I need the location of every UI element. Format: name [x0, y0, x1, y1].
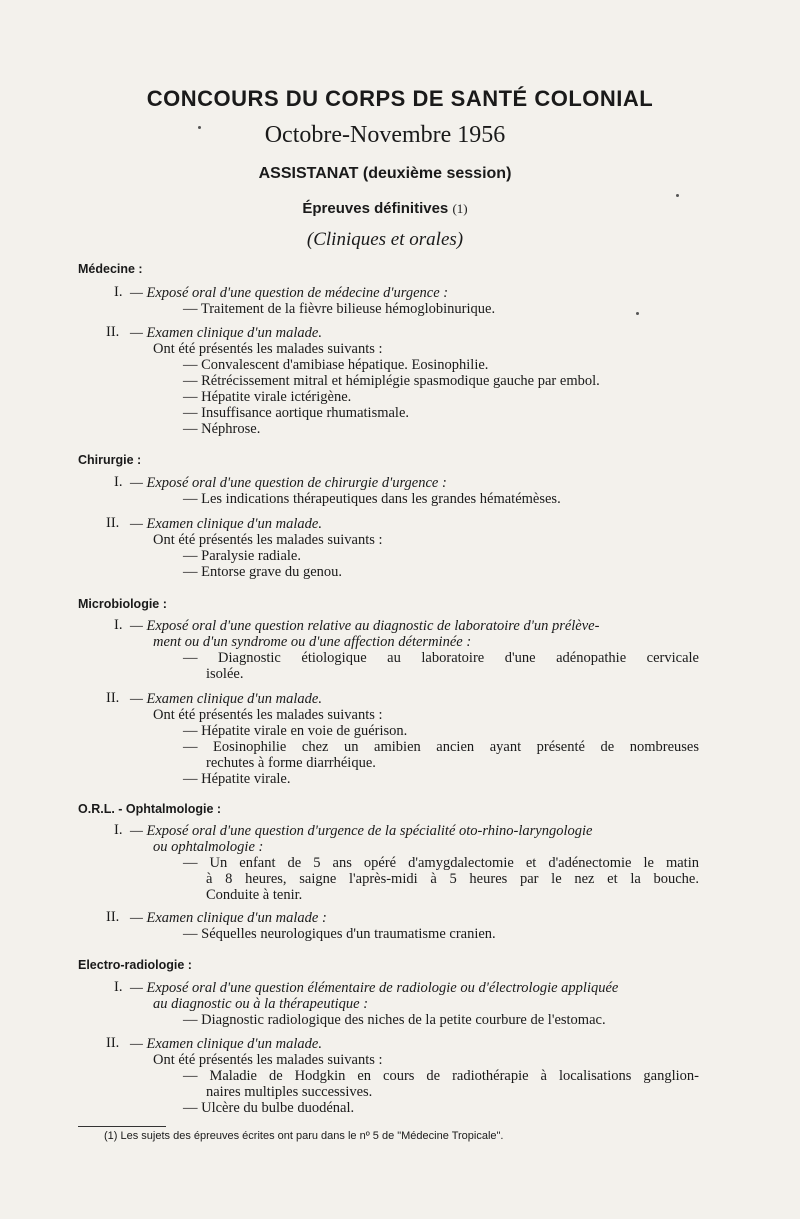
list-item: — Traitement de la fièvre bilieuse hémoglobinurique.: [183, 301, 496, 317]
section-medecine: Médecine :: [78, 262, 143, 276]
list-intro: Ont été présentés les malades suivants :: [153, 341, 383, 357]
item-number: I.: [114, 822, 123, 838]
item-number: I.: [114, 979, 123, 995]
footnote-ref: (1): [452, 201, 468, 216]
item-number: II.: [106, 1035, 120, 1051]
list-item: — Eosinophilie chez un amibien ancien ayant présenté de nombreuses: [183, 739, 699, 755]
section-chirurgie: Chirurgie :: [78, 453, 142, 467]
epreuves-heading: [0, 200, 770, 217]
question-heading-cont: au diagnostic ou à la thérapeutique :: [153, 996, 369, 1012]
item-number: II.: [106, 515, 120, 531]
list-item: — Insuffisance aortique rhumatismale.: [183, 405, 410, 421]
item-number: I.: [114, 474, 123, 490]
list-item: — Paralysie radiale.: [183, 548, 301, 564]
question-heading-cont: ment ou d'un syndrome ou d'une affection déterminée :: [153, 634, 472, 650]
list-item: — Ulcère du bulbe duodénal.: [183, 1100, 355, 1116]
list-item: — Hépatite virale en voie de guérison.: [183, 723, 408, 739]
question-heading: — Exposé oral d'une question élémentaire de radiologie ou d'électrologie appliquée: [130, 980, 619, 996]
list-item: — Convalescent d'amibiase hépatique. Eosinophilie.: [183, 357, 489, 373]
list-item: — Rétrécissement mitral et hémiplégie spasmodique gauche par embol.: [183, 373, 600, 389]
section-electro: Electro-radiologie :: [78, 958, 192, 972]
list-intro: Ont été présentés les malades suivants :: [153, 532, 383, 548]
footnote: (1) Les sujets des épreuves écrites ont paru dans le nº 5 de "Médecine Tropicale".: [104, 1130, 504, 1142]
question-heading: — Exposé oral d'une question relative au diagnostic de laboratoire d'un prélève-: [130, 618, 600, 634]
list-item-cont: à 8 heures, saigne l'après-midi à 5 heures par le nez et la bouche.: [206, 871, 699, 887]
question-heading: — Examen clinique d'un malade :: [130, 910, 327, 926]
item-number: I.: [114, 617, 123, 633]
item-number: II.: [106, 690, 120, 706]
question-heading: — Exposé oral d'une question de médecine d'urgence :: [130, 285, 449, 301]
list-item: — Les indications thérapeutiques dans les grandes hématémèses.: [183, 491, 561, 507]
list-item-cont: Conduite à tenir.: [206, 887, 303, 903]
print-speck: [676, 194, 679, 197]
question-heading: — Examen clinique d'un malade.: [130, 691, 322, 707]
list-intro: Ont été présentés les malades suivants :: [153, 1052, 383, 1068]
item-number: II.: [106, 324, 120, 340]
question-heading: — Examen clinique d'un malade.: [130, 516, 322, 532]
question-heading-cont: ou ophtalmologie :: [153, 839, 264, 855]
item-number: I.: [114, 284, 123, 300]
question-heading: — Examen clinique d'un malade.: [130, 1036, 322, 1052]
subtitle: (Cliniques et orales): [306, 229, 464, 250]
list-item: — Diagnostic radiologique des niches de la petite courbure de l'estomac.: [183, 1012, 606, 1028]
question-heading: — Exposé oral d'une question d'urgence de la spécialité oto-rhino-laryngologie: [130, 823, 593, 839]
print-speck: [636, 312, 639, 315]
list-item: — Néphrose.: [183, 421, 261, 437]
section-orl: O.R.L. - Ophtalmologie :: [78, 802, 222, 816]
list-item: — Séquelles neurologiques d'un traumatisme cranien.: [183, 926, 496, 942]
exam-date: Octobre-Novembre 1956: [264, 122, 506, 148]
list-item: — Hépatite virale.: [183, 771, 291, 787]
list-item-cont: naires multiples successives.: [206, 1084, 373, 1100]
list-item-cont: rechutes à forme diarrhéique.: [206, 755, 376, 771]
list-item: — Un enfant de 5 ans opéré d'amygdalectomie et d'adénectomie le matin: [183, 855, 699, 871]
question-heading: — Exposé oral d'une question de chirurgie d'urgence :: [130, 475, 447, 491]
print-speck: [198, 126, 201, 129]
list-item-cont: isolée.: [206, 666, 244, 682]
list-item: — Diagnostic étiologique au laboratoire d'une adénopathie cervicale: [183, 650, 699, 666]
session-heading: ASSISTANAT (deuxième session): [258, 165, 512, 182]
question-heading: — Examen clinique d'un malade.: [130, 325, 322, 341]
section-microbiologie: Microbiologie :: [78, 597, 167, 611]
list-item: — Entorse grave du genou.: [183, 564, 343, 580]
epreuves-label: Épreuves définitives: [302, 200, 449, 217]
list-item: — Maladie de Hodgkin en cours de radiothérapie à localisations ganglion-: [183, 1068, 699, 1084]
page-title: CONCOURS DU CORPS DE SANTÉ COLONIAL: [146, 86, 654, 111]
list-intro: Ont été présentés les malades suivants :: [153, 707, 383, 723]
item-number: II.: [106, 909, 120, 925]
footnote-rule: [78, 1126, 166, 1127]
list-item: — Hépatite virale ictérigène.: [183, 389, 352, 405]
